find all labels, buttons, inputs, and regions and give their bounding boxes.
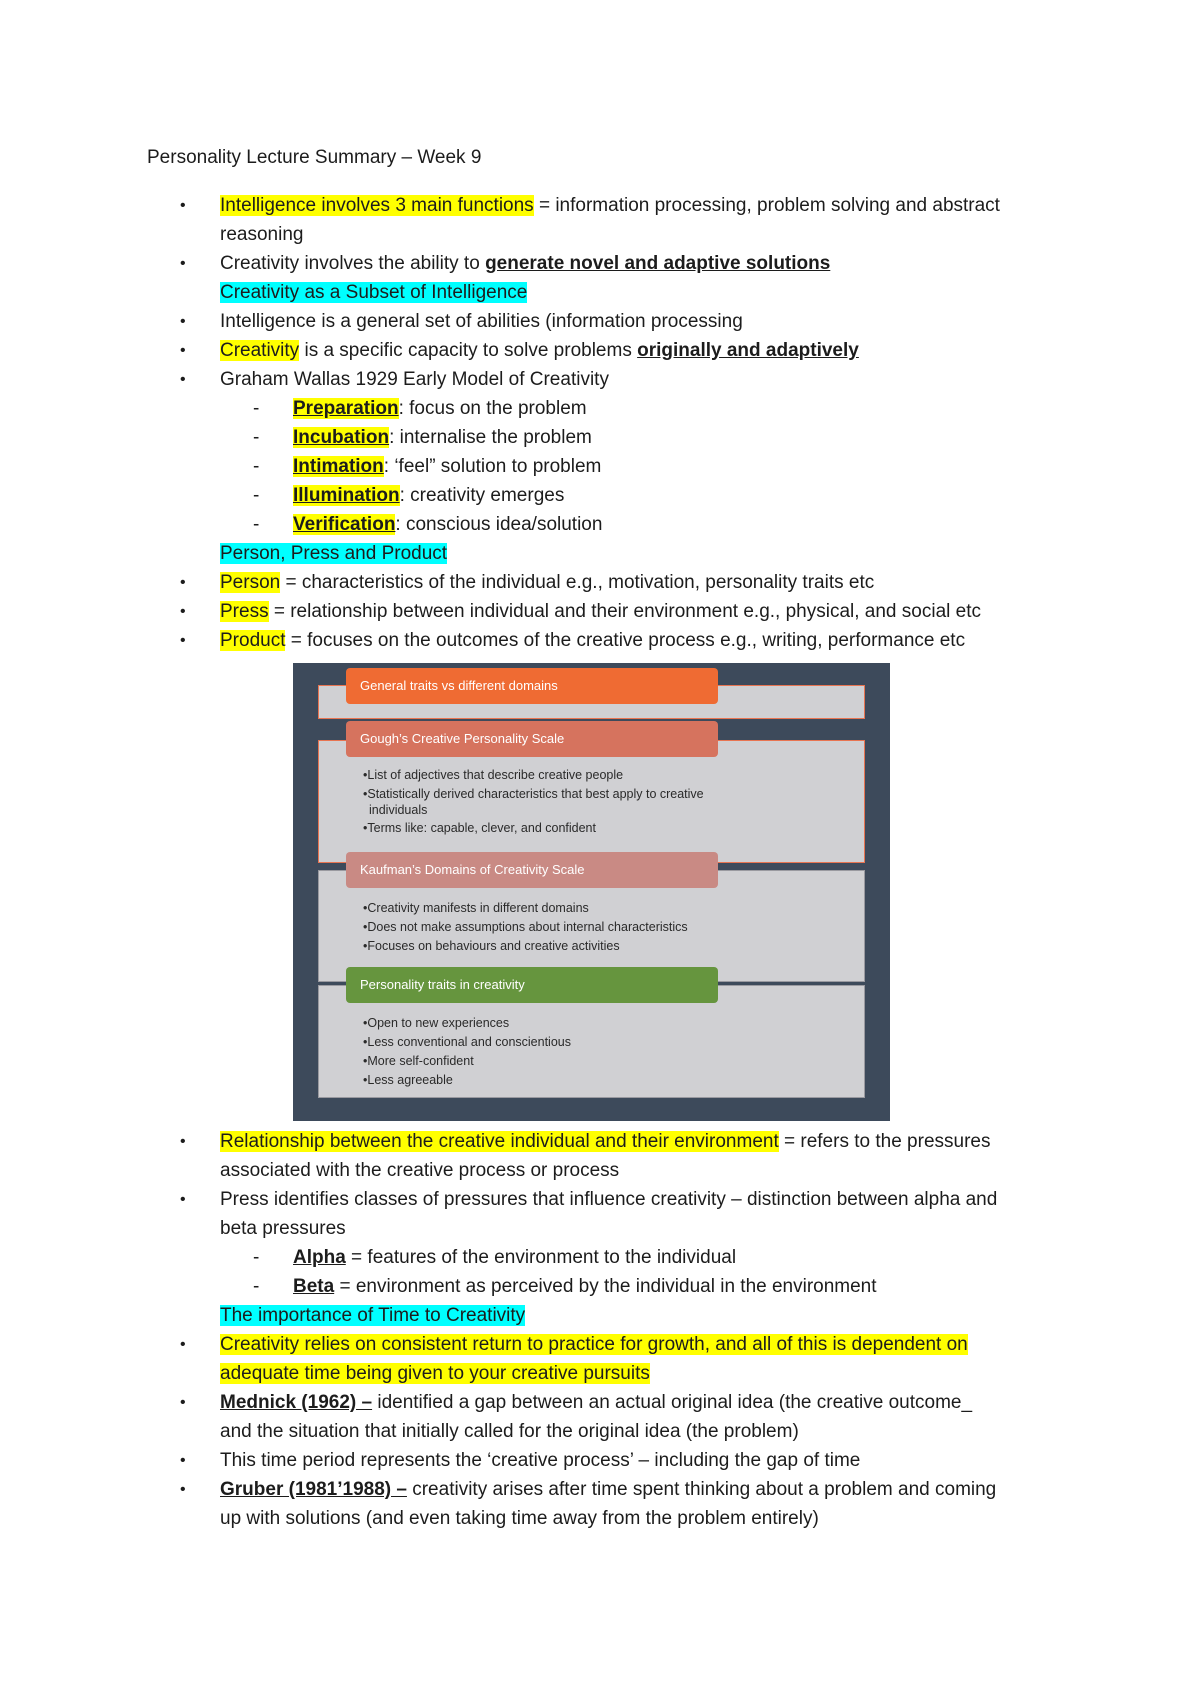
dash-icon: - bbox=[253, 456, 260, 477]
bullet-icon: • bbox=[180, 197, 186, 214]
highlight-text: Product bbox=[220, 630, 286, 651]
bullet-icon: • bbox=[180, 1394, 186, 1411]
bullet-icon: • bbox=[180, 1452, 186, 1469]
body-text: : conscious idea/solution bbox=[395, 514, 603, 535]
bullet-icon: • bbox=[180, 342, 186, 359]
key-term: Preparation bbox=[293, 398, 399, 419]
slide-header-general-traits: General traits vs different domains bbox=[346, 668, 718, 704]
slide-bullet: •Terms like: capable, clever, and confident bbox=[363, 821, 596, 835]
key-term: Beta bbox=[293, 1276, 335, 1297]
gruber-line bbox=[220, 1478, 996, 1501]
highlight-text: adequate time being given to your creative pursuits bbox=[220, 1363, 650, 1384]
body-text: : focus on the problem bbox=[398, 398, 587, 419]
body-text: Creativity involves the ability to bbox=[220, 253, 486, 274]
creativity-line bbox=[220, 252, 830, 275]
heading-text: Creativity as a Subset of Intelligence bbox=[220, 282, 528, 303]
intelligence-line-cont: reasoning bbox=[220, 224, 304, 245]
slide-bullet: •Does not make assumptions about internal characteristics bbox=[363, 920, 688, 934]
key-term: Alpha bbox=[293, 1247, 346, 1268]
body-text: = refers to the pressures bbox=[778, 1131, 991, 1152]
key-term: Illumination bbox=[293, 485, 400, 506]
highlight-text: Person bbox=[220, 572, 281, 593]
press-identifies-line-cont: beta pressures bbox=[220, 1218, 346, 1239]
dash-icon: - bbox=[253, 1247, 260, 1268]
bullet-icon: • bbox=[180, 632, 186, 649]
slide-bullet: •Less conventional and conscientious bbox=[363, 1035, 571, 1049]
section-heading-person-press bbox=[220, 542, 447, 565]
relationship-line-cont: associated with the creative process or process bbox=[220, 1160, 620, 1181]
bullet-icon: • bbox=[180, 574, 186, 591]
body-text: identified a gap between an actual original idea (the creative outcome_ bbox=[372, 1392, 973, 1413]
beta-line bbox=[293, 1275, 877, 1298]
gruber-line-cont: up with solutions (and even taking time away from the problem entirely) bbox=[220, 1508, 819, 1529]
person-line bbox=[220, 571, 874, 594]
body-text: : internalise the problem bbox=[389, 427, 592, 448]
body-text: is a specific capacity to solve problems bbox=[299, 340, 638, 361]
dash-icon: - bbox=[253, 427, 260, 448]
specific-capacity-line bbox=[220, 339, 859, 362]
stage-illumination bbox=[293, 484, 564, 507]
slide-bullet: •List of adjectives that describe creative people bbox=[363, 768, 624, 782]
body-text: = characteristics of the individual e.g., motivation, personality traits etc bbox=[280, 572, 875, 593]
key-term: generate novel and adaptive solutions bbox=[485, 253, 831, 274]
bullet-icon: • bbox=[180, 1133, 186, 1150]
relies-line bbox=[220, 1333, 968, 1356]
embedded-slide-image bbox=[293, 663, 890, 1121]
highlight-text: Creativity bbox=[220, 340, 300, 361]
bullet-icon: • bbox=[180, 1336, 186, 1353]
mednick-line bbox=[220, 1391, 972, 1414]
bullet-icon: • bbox=[180, 603, 186, 620]
section-heading-subset bbox=[220, 281, 527, 304]
slide-header-kaufman: Kaufman’s Domains of Creativity Scale bbox=[346, 852, 718, 888]
slide-bullet-cont: individuals bbox=[369, 803, 428, 817]
press-line bbox=[220, 600, 981, 623]
body-text: = relationship between individual and their environment e.g., physical, and social etc bbox=[268, 601, 981, 622]
stage-incubation bbox=[293, 426, 592, 449]
mednick-line-cont: and the situation that initially called for the original idea (the problem) bbox=[220, 1421, 799, 1442]
heading-text: Person, Press and Product bbox=[220, 543, 448, 564]
bullet-icon: • bbox=[180, 313, 186, 330]
general-abilities-line: Intelligence is a general set of abilities (information processing bbox=[220, 311, 743, 332]
key-term: Mednick (1962) – bbox=[220, 1392, 373, 1413]
bullet-icon: • bbox=[180, 1481, 186, 1498]
key-term: originally and adaptively bbox=[637, 340, 859, 361]
slide-bullet: •Focuses on behaviours and creative activities bbox=[363, 939, 620, 953]
page-title: Personality Lecture Summary – Week 9 bbox=[147, 147, 482, 168]
key-term: Incubation bbox=[293, 427, 390, 448]
bullet-icon: • bbox=[180, 255, 186, 272]
slide-bullet: •Statistically derived characteristics that best apply to creative bbox=[363, 787, 704, 801]
body-text: = focuses on the outcomes of the creative process e.g., writing, performance etc bbox=[285, 630, 966, 651]
highlight-text: Relationship between the creative individual and their environment bbox=[220, 1131, 779, 1152]
section-heading-time bbox=[220, 1304, 525, 1327]
body-text: : creativity emerges bbox=[399, 485, 565, 506]
body-text: creativity arises after time spent thinking about a problem and coming bbox=[406, 1479, 997, 1500]
product-line bbox=[220, 629, 965, 652]
key-term: Gruber (1981’1988) – bbox=[220, 1479, 407, 1500]
heading-text: The importance of Time to Creativity bbox=[220, 1305, 526, 1326]
dash-icon: - bbox=[253, 398, 260, 419]
slide-header-personality-traits: Personality traits in creativity bbox=[346, 967, 718, 1003]
press-identifies-line: Press identifies classes of pressures that influence creativity – distinction between alpha and bbox=[220, 1189, 998, 1210]
highlight-text: Press bbox=[220, 601, 269, 622]
slide-bullet: •Open to new experiences bbox=[363, 1016, 510, 1030]
highlight-text: Creativity relies on consistent return to practice for growth, and all of this is dependent on bbox=[220, 1334, 968, 1355]
body-text: = environment as perceived by the individual in the environment bbox=[334, 1276, 877, 1297]
key-term: Verification bbox=[293, 514, 396, 535]
highlight-text: Intelligence involves 3 main functions bbox=[220, 195, 534, 216]
dash-icon: - bbox=[253, 514, 260, 535]
key-term: Intimation bbox=[293, 456, 384, 477]
body-text: : ‘feel” solution to problem bbox=[383, 456, 602, 477]
stage-verification bbox=[293, 513, 602, 536]
body-text: = features of the environment to the individual bbox=[345, 1247, 737, 1268]
slide-bullet: •More self-confident bbox=[363, 1054, 474, 1068]
relies-line-cont bbox=[220, 1362, 650, 1385]
intelligence-line bbox=[220, 194, 1000, 217]
slide-bullet: •Creativity manifests in different domains bbox=[363, 901, 589, 915]
dash-icon: - bbox=[253, 1276, 260, 1297]
bullet-icon: • bbox=[180, 371, 186, 388]
stage-preparation bbox=[293, 397, 587, 420]
dash-icon: - bbox=[253, 485, 260, 506]
relationship-line bbox=[220, 1130, 990, 1153]
slide-header-gough: Gough’s Creative Personality Scale bbox=[346, 721, 718, 757]
slide-bullet: •Less agreeable bbox=[363, 1073, 453, 1087]
body-text: = information processing, problem solving and abstract bbox=[533, 195, 1000, 216]
bullet-icon: • bbox=[180, 1191, 186, 1208]
wallas-line: Graham Wallas 1929 Early Model of Creativity bbox=[220, 369, 609, 390]
stage-intimation bbox=[293, 455, 601, 478]
alpha-line bbox=[293, 1246, 736, 1269]
time-period-line: This time period represents the ‘creative process’ – including the gap of time bbox=[220, 1450, 861, 1471]
